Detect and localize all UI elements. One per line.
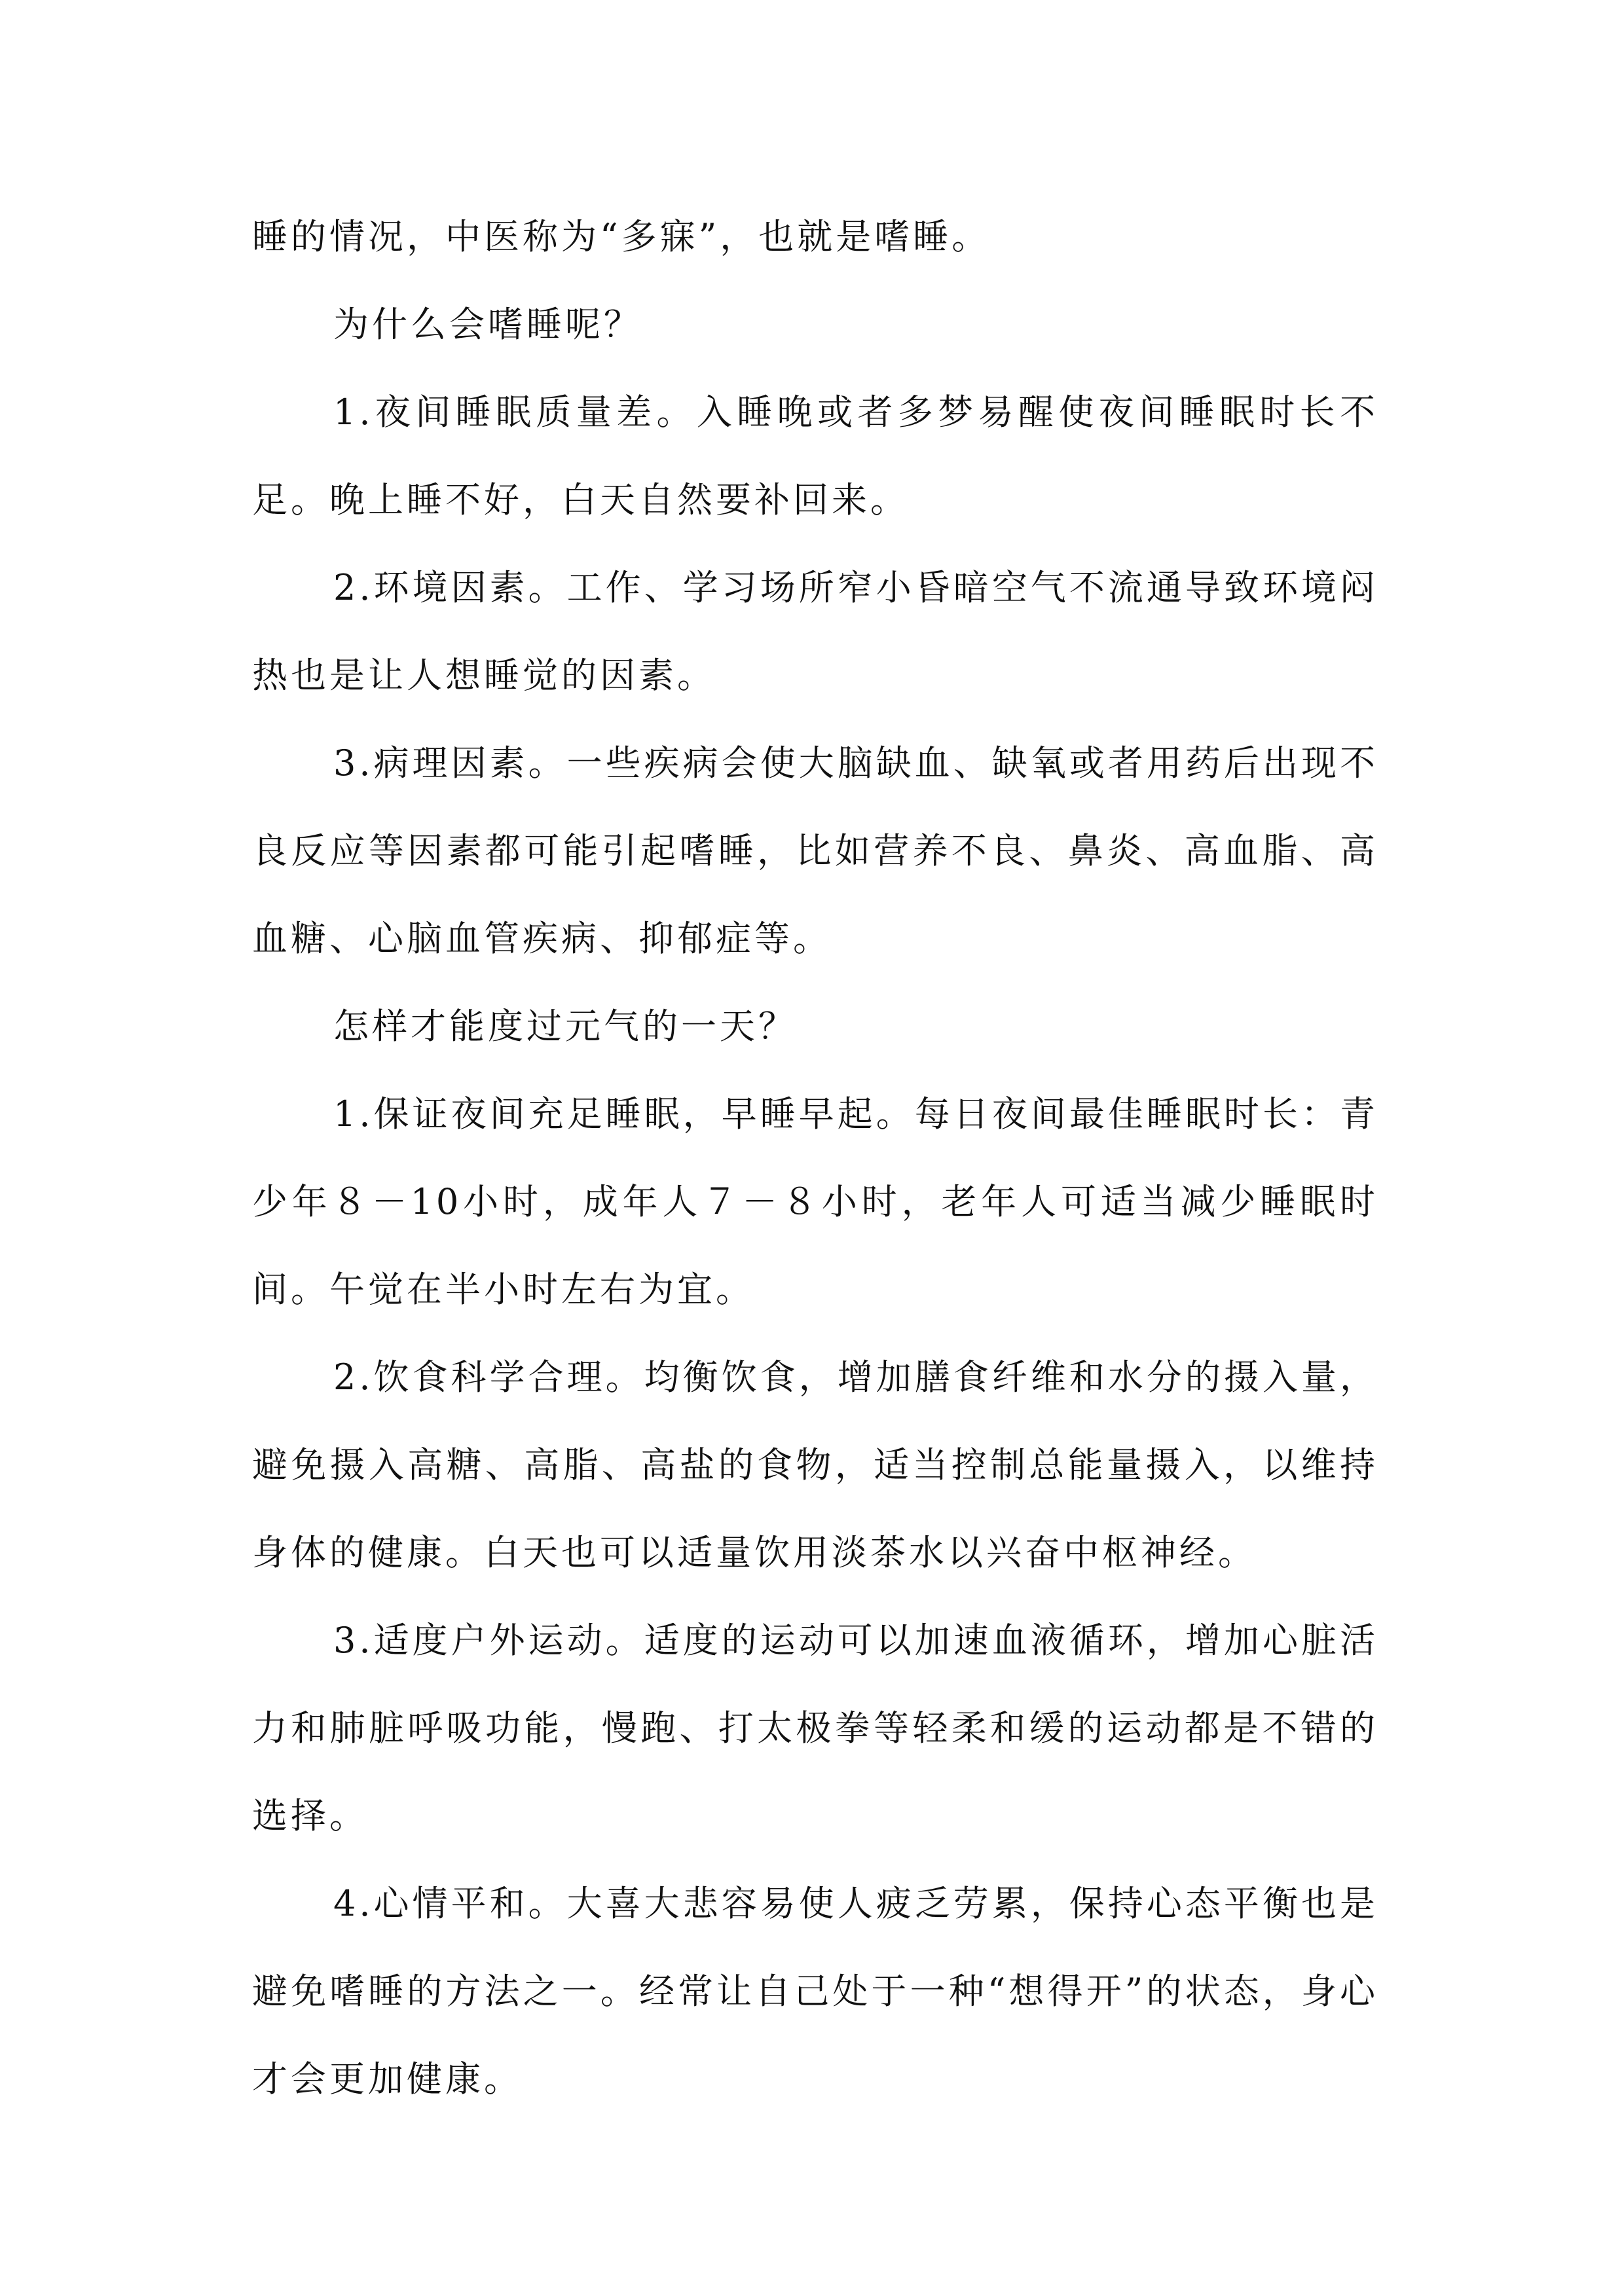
question-heading-why-drowsy: 为什么会嗜睡呢？ <box>333 304 642 345</box>
tip-item-3: 3.适度户外运动。适度的运动可以加速血液循环，增加心脏活力和肺脏呼吸功能，慢跑、打太极拳等轻柔和缓的运动都是不错的选择。 <box>252 1620 1378 1836</box>
question-heading-how-energetic: 怎样才能度过元气的一天？ <box>333 1006 797 1047</box>
document-body <box>252 193 1378 2123</box>
tip-item-1: 1.保证夜间充足睡眠，早睡早起。每日夜间最佳睡眠时长：青少年８－10小时，成年人７－８小时，老年人可适当减少睡眠时间。午觉在半小时左右为宜。 <box>252 1093 1378 1310</box>
cause-item-3: 3.病理因素。一些疾病会使大脑缺血、缺氧或者用药后出现不良反应等因素都可能引起嗜睡，比如营养不良、鼻炎、高血脂、高血糖、心脑血管疾病、抑郁症等。 <box>252 742 1378 959</box>
cause-item-1: 1.夜间睡眠质量差。入睡晚或者多梦易醒使夜间睡眠时长不足。晚上睡不好，白天自然要补回来。 <box>252 392 1378 520</box>
paragraph-continuation: 睡的情况，中医称为“多寐”，也就是嗜睡。 <box>252 216 991 257</box>
tip-item-4: 4.心情平和。大喜大悲容易使人疲乏劳累，保持心态平衡也是避免嗜睡的方法之一。经常让自己处于一种“想得开”的状态，身心才会更加健康。 <box>252 1883 1378 2100</box>
cause-item-2: 2.环境因素。工作、学习场所窄小昏暗空气不流通导致环境闷热也是让人想睡觉的因素。 <box>252 567 1378 696</box>
tip-item-2: 2.饮食科学合理。均衡饮食，增加膳食纤维和水分的摄入量，避免摄入高糖、高脂、高盐的食物，适当控制总能量摄入，以维持身体的健康。白天也可以适量饮用淡茶水以兴奋中枢神经。 <box>252 1357 1378 1573</box>
